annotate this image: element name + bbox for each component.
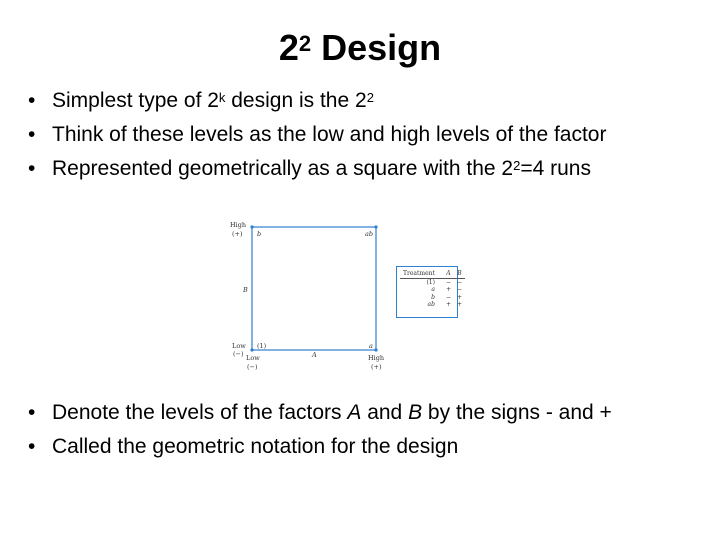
bullet-levels bbox=[28, 118, 708, 152]
sign-cell: + bbox=[456, 293, 462, 301]
low-b-label: Low bbox=[232, 342, 246, 350]
high-b-label: High bbox=[230, 221, 247, 229]
bullet-dot: • bbox=[28, 157, 36, 180]
header-treatment: Treatment bbox=[400, 270, 443, 278]
sign-cell: + bbox=[445, 286, 451, 293]
bullet-dot: • bbox=[28, 89, 36, 112]
bullet-text: Represented geometrically as a square with the 2 bbox=[52, 157, 514, 180]
superscript-2: 2 bbox=[513, 158, 521, 173]
low-a-sign: (−) bbox=[247, 363, 258, 371]
bullet-text: Simplest type of 2 bbox=[52, 89, 219, 112]
table-header-row bbox=[400, 270, 465, 278]
treatment-cell: b bbox=[431, 293, 435, 301]
corner-point-ab bbox=[374, 225, 377, 228]
bottom-bullet-list bbox=[28, 396, 708, 464]
sign-cell: + bbox=[456, 301, 462, 308]
bullet-text: design is the 2 bbox=[225, 89, 367, 112]
title-exponent: 2 bbox=[298, 31, 312, 56]
table-row bbox=[400, 301, 465, 309]
corner-label-a: a bbox=[369, 342, 373, 350]
treatment-cell: a bbox=[431, 286, 435, 293]
title-rest: Design bbox=[321, 27, 442, 68]
bullet-simplest-type bbox=[28, 84, 708, 118]
bullet-geometric-square bbox=[28, 152, 708, 186]
bullet-text: Denote the levels of the factors bbox=[52, 401, 348, 424]
title-base: 2 bbox=[278, 27, 299, 68]
sign-cell: − bbox=[456, 278, 462, 286]
superscript-k: k bbox=[218, 90, 226, 105]
corner-point-1 bbox=[250, 348, 253, 351]
bullet-text: by the signs - and + bbox=[422, 401, 612, 424]
low-a-label: Low bbox=[246, 354, 260, 362]
corner-point-a bbox=[374, 348, 377, 351]
a-axis-label: A bbox=[312, 351, 317, 359]
sign-cell: + bbox=[445, 301, 451, 308]
sign-cell: − bbox=[456, 286, 462, 293]
bullet-geometric-notation bbox=[28, 430, 708, 464]
treatment-table bbox=[396, 266, 462, 318]
header-b: B bbox=[454, 270, 465, 278]
bullet-dot: • bbox=[28, 123, 36, 146]
square-outline bbox=[252, 227, 376, 350]
treatment-cell: ab bbox=[427, 301, 435, 308]
top-bullet-list bbox=[28, 84, 708, 186]
low-b-sign: (−) bbox=[233, 350, 244, 358]
table-row bbox=[400, 278, 465, 286]
table-row bbox=[400, 286, 465, 294]
bullet-text: Called the geometric notation for the design bbox=[52, 435, 459, 458]
bullet-dot: • bbox=[28, 435, 36, 458]
table-row bbox=[400, 294, 465, 302]
header-a: A bbox=[443, 270, 454, 278]
high-a-label: High bbox=[368, 354, 385, 362]
sign-cell: − bbox=[445, 278, 451, 286]
bullet-denote-levels bbox=[28, 396, 708, 430]
bullet-text: and bbox=[361, 401, 409, 424]
high-b-sign: (+) bbox=[232, 230, 243, 238]
corner-point-b bbox=[250, 225, 253, 228]
sign-cell: − bbox=[445, 293, 451, 301]
corner-label-ab: ab bbox=[365, 230, 374, 238]
factor-a: A bbox=[347, 401, 362, 424]
factor-b: B bbox=[408, 401, 423, 424]
slide-title bbox=[0, 24, 720, 72]
treatment-cell: (1) bbox=[426, 278, 435, 286]
bullet-text: Think of these levels as the low and high levels of the factor bbox=[52, 123, 607, 146]
bullet-dot: • bbox=[28, 401, 36, 424]
high-a-sign: (+) bbox=[371, 363, 382, 371]
b-axis-label: B bbox=[243, 286, 248, 294]
corner-label-b: b bbox=[257, 230, 262, 238]
superscript-2: 2 bbox=[366, 90, 374, 105]
bullet-text: =4 runs bbox=[520, 157, 591, 180]
corner-label-1: (1) bbox=[257, 342, 267, 350]
